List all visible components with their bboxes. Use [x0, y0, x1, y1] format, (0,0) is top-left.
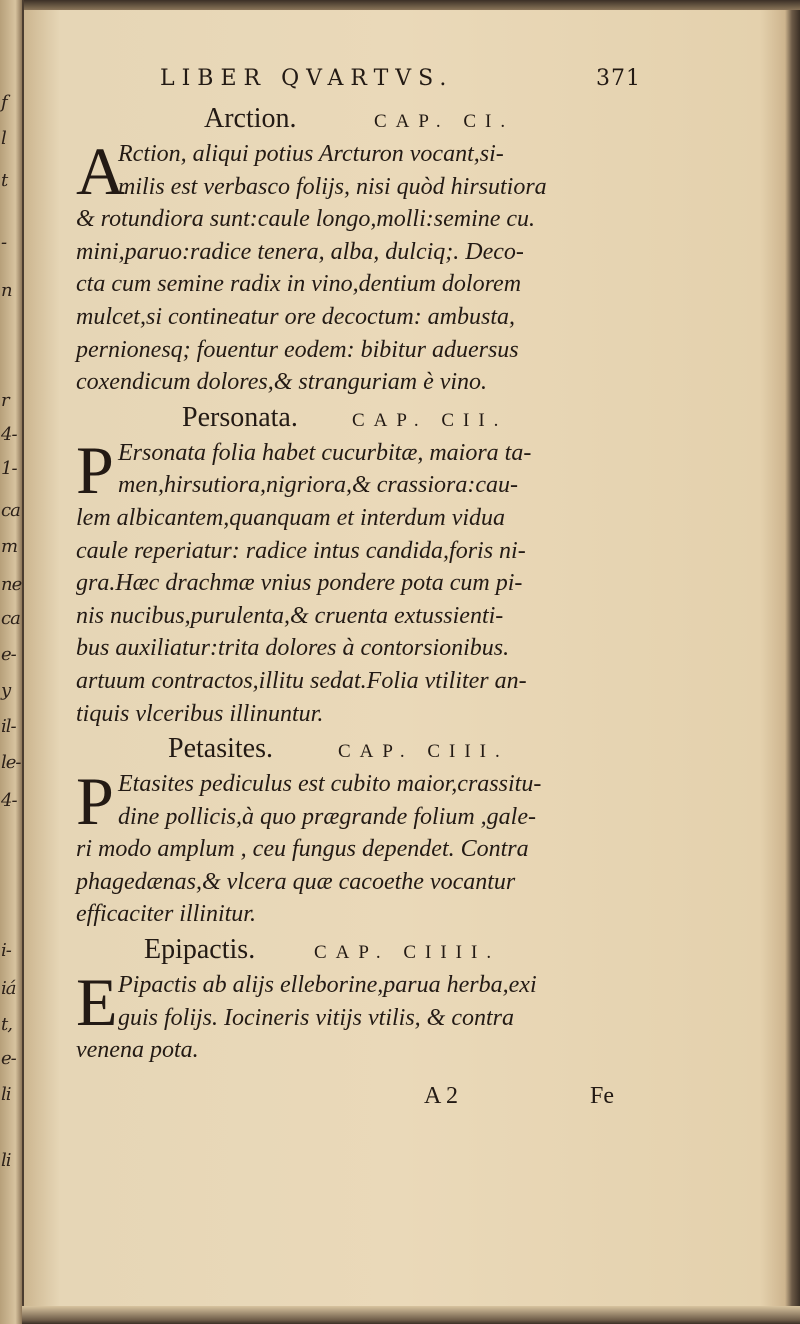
chapter-heading [76, 931, 656, 969]
left-fragment: li [1, 1084, 11, 1105]
text-line: nis nucibus,purulenta,& cruenta extussienti- [76, 602, 504, 629]
text-line: efficaciter illinitur. [76, 901, 256, 928]
left-fragment: e- [1, 644, 16, 665]
left-fragment: i- [1, 940, 11, 961]
left-fragment: ca [1, 500, 20, 521]
facing-page-edge [0, 0, 24, 1324]
text-line: dine pollicis,à quo prægrande folium ,gale- [118, 803, 536, 830]
chapter-text [76, 964, 656, 1067]
left-fragment: 4- [1, 424, 17, 445]
chapter-text [76, 133, 656, 399]
left-fragment: m [1, 536, 18, 557]
left-fragment: e- [1, 1048, 16, 1069]
chapter-number: CAP. CI. [374, 111, 515, 132]
left-fragment: iá [1, 978, 16, 999]
chapter-number: CAP. CII. [352, 409, 508, 431]
top-page-edge [22, 0, 800, 10]
drop-cap: E [76, 964, 118, 1041]
chapter-heading [76, 399, 656, 437]
left-fragment: l [1, 128, 6, 149]
chapter-number: CAP. CIIII. [314, 942, 501, 964]
text-line: men,hirsutiora,nigriora,& crassiora:cau- [118, 472, 519, 499]
text-line: ri modo amplum , ceu fungus dependet. Contra [76, 836, 529, 863]
left-fragment: 1- [1, 458, 17, 479]
text-line: mini,paruo:radice tenera, alba, dulciq;. Deco- [76, 238, 524, 265]
running-head-title: LIBER QVARTVS. [160, 66, 454, 91]
chapter-name: Epipactis. [144, 934, 256, 966]
text-line: Etasites pediculus est cubito maior,crassitu- [118, 771, 542, 798]
chapter-name: Arction. [204, 103, 297, 134]
text-line: pernionesq; fouentur eodem: bibitur aduersus [76, 336, 519, 363]
text-line: caule reperiatur: radice intus candida,foris ni- [76, 537, 526, 564]
left-fragment: 4- [1, 790, 17, 811]
left-fragment: t, [1, 1014, 12, 1035]
left-fragment: le- [1, 752, 21, 773]
bottom-page-edge [22, 1306, 800, 1324]
drop-cap: P [76, 431, 114, 508]
left-fragment: t [1, 170, 8, 191]
left-fragment: ca [1, 608, 20, 629]
text-line: lem albicantem,quanquam et interdum vidua [76, 504, 506, 531]
chapter-heading [76, 730, 656, 768]
text-line: & rotundiora sunt:caule longo,molli:semine cu. [76, 206, 536, 233]
chapter-number: CAP. CIII. [338, 741, 509, 763]
page-number: 371 [596, 66, 641, 91]
text-line: guis folijs. Iocineris vitijs vtilis, & contra [118, 1004, 514, 1031]
text-line: coxendicum dolores,& stranguriam è vino. [76, 369, 488, 396]
left-fragment: li [1, 1150, 11, 1171]
left-fragment: il- [1, 716, 16, 737]
left-fragment: - [1, 232, 7, 253]
drop-cap: P [76, 763, 114, 840]
text-line: phagedænas,& vlcera quæ cacoethe vocantur [76, 868, 516, 895]
catchword: Fe [590, 1082, 614, 1109]
text-line: milis est verbasco folijs, nisi quòd hirsutiora [118, 173, 547, 200]
chapter-text [76, 431, 656, 730]
text-line: tiquis vlceribus illinuntur. [76, 700, 324, 727]
running-head [76, 66, 656, 100]
text-line: artuum contractos,illitu sedat.Folia vtiliter an- [76, 667, 527, 694]
left-fragment: y [1, 680, 11, 701]
text-line: Rction, aliqui potius Arcturon vocant,si- [118, 141, 504, 167]
left-fragment: f [1, 92, 7, 113]
text-line: Pipactis ab alijs elleborine,parua herba,exi [118, 972, 537, 999]
drop-cap: A [76, 133, 126, 209]
chapter-name: Petasites. [168, 733, 273, 765]
text-line: venena pota. [76, 1037, 199, 1064]
left-fragment: n [1, 280, 12, 301]
left-fragment: r [1, 390, 9, 411]
text-line: cta cum semine radix in vino,dentium dolorem [76, 271, 522, 298]
left-fragment: ne [1, 574, 22, 595]
signature-line [76, 1083, 656, 1123]
chapter-name: Personata. [182, 401, 298, 433]
text-line: gra.Hæc drachmæ vnius pondere pota cum pi- [76, 570, 523, 597]
signature-mark: A 2 [424, 1082, 459, 1109]
text-line: mulcet,si contineatur ore decoctum: ambusta, [76, 303, 516, 330]
text-line: Ersonata folia habet cucurbitæ, maiora ta- [118, 439, 532, 466]
chapter-heading [76, 100, 656, 138]
page-text [76, 66, 656, 1123]
chapter-text [76, 763, 656, 931]
text-line: bus auxiliatur:trita dolores à contorsionibus. [76, 635, 510, 662]
